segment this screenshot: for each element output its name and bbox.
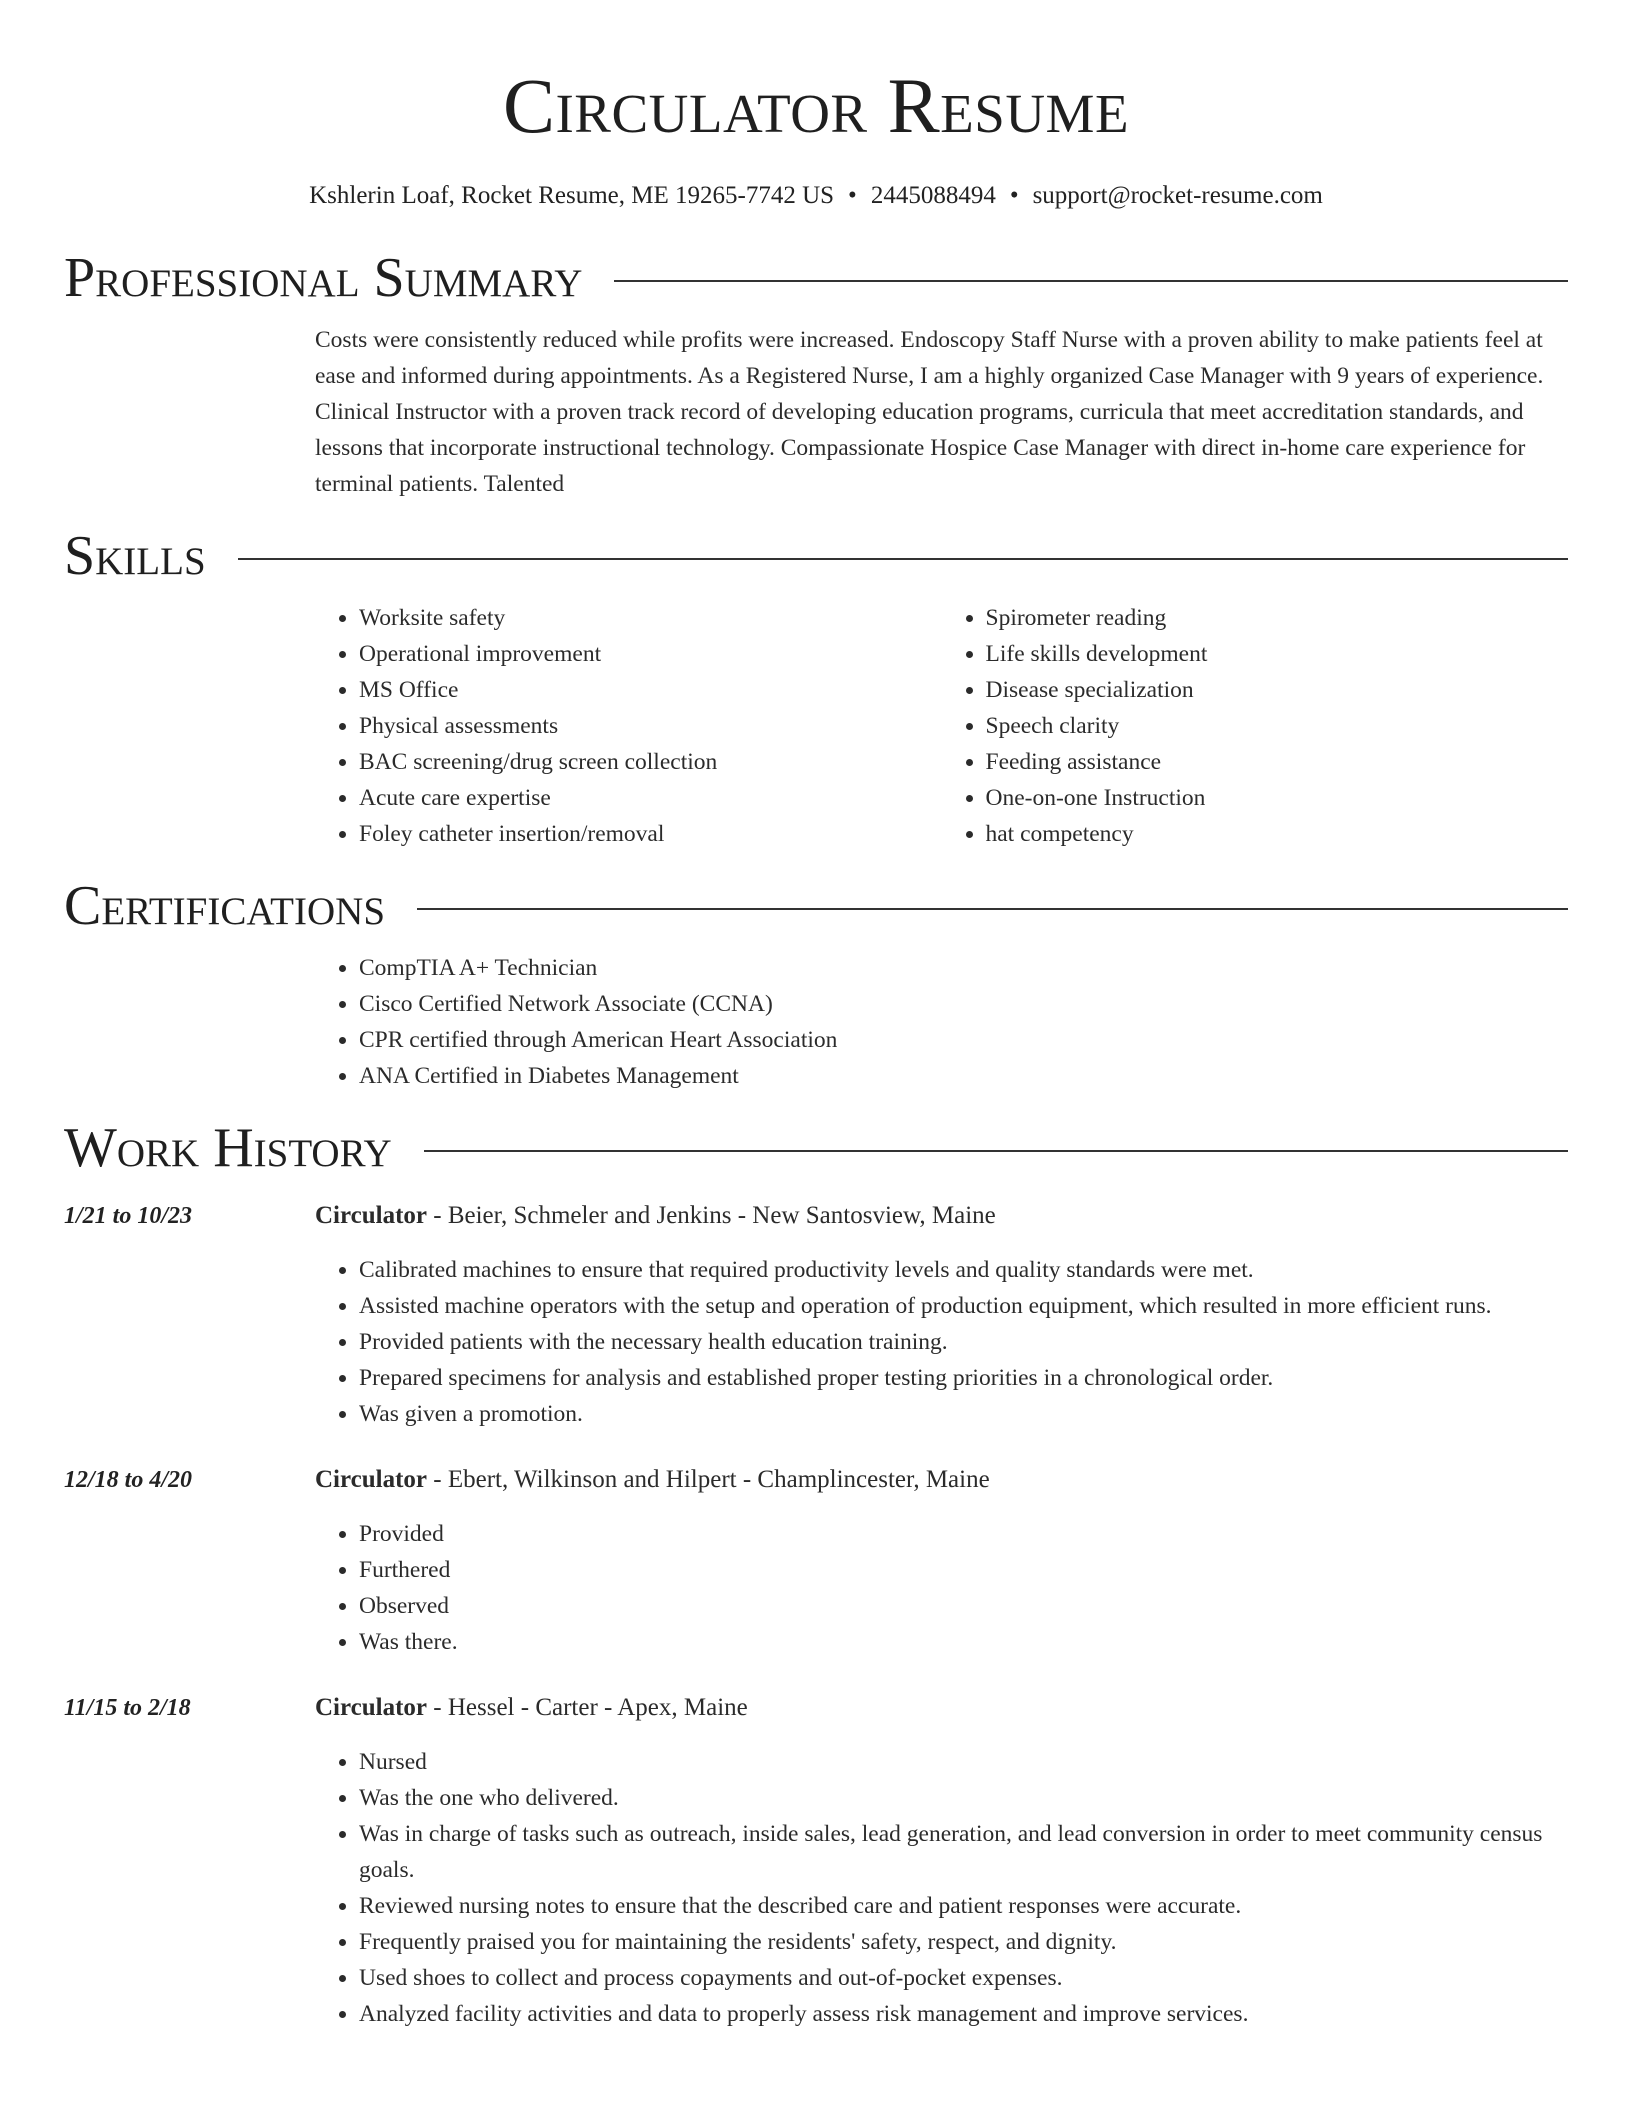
- skill-item: • Physical assessments: [359, 708, 942, 744]
- job-details: [315, 1198, 1568, 1432]
- job-employer: - Hessel - Carter - Apex, Maine: [427, 1694, 748, 1721]
- job-employer: - Beier, Schmeler and Jenkins - New Santosview, Maine: [427, 1202, 996, 1229]
- job-bullet: • Was in charge of tasks such as outreach, inside sales, lead generation, and lead conversion in order to meet community census goals.: [359, 1816, 1568, 1888]
- skill-item: • Spirometer reading: [986, 600, 1569, 636]
- contact-address: Kshlerin Loaf, Rocket Resume, ME 19265-7742 US: [309, 182, 835, 209]
- section-divider: [417, 908, 1568, 910]
- skill-item: • BAC screening/drug screen collection: [359, 744, 942, 780]
- job-bullet: • Assisted machine operators with the setup and operation of production equipment, which resulted in more efficient runs.: [359, 1288, 1568, 1324]
- contact-phone: 2445088494: [870, 182, 996, 209]
- job-bullets: [315, 1516, 1568, 1660]
- contact-separator: •: [848, 182, 857, 209]
- skills-heading: Skills: [64, 525, 206, 587]
- job-bullet: • Reviewed nursing notes to ensure that the described care and patient responses were accurate.: [359, 1888, 1568, 1924]
- job-bullet: • Furthered: [359, 1552, 1568, 1588]
- job-bullet: • Was there.: [359, 1624, 1568, 1660]
- job-bullet: • Analyzed facility activities and data to properly assess risk management and improve services.: [359, 1996, 1568, 2032]
- job-bullet: • Prepared specimens for analysis and established proper testing priorities in a chronological order.: [359, 1360, 1568, 1396]
- skill-item: • Acute care expertise: [359, 780, 942, 816]
- skill-item: • Operational improvement: [359, 636, 942, 672]
- certifications-section-header: [64, 874, 1568, 938]
- skill-item: • Worksite safety: [359, 600, 942, 636]
- skill-item: • One-on-one Instruction: [986, 780, 1569, 816]
- certification-item: • CompTIA A+ Technician: [359, 950, 1568, 986]
- job-bullet: • Provided: [359, 1516, 1568, 1552]
- job-entry: [64, 1690, 1568, 2032]
- job-bullet: • Was the one who delivered.: [359, 1780, 1568, 1816]
- job-dates: 11/15 to 2/18: [64, 1695, 191, 1721]
- job-title-line: [315, 1462, 1568, 1498]
- skill-item: • Foley catheter insertion/removal: [359, 816, 942, 852]
- skill-item: • hat competency: [986, 816, 1569, 852]
- contact-email: support@rocket-resume.com: [1032, 182, 1323, 209]
- job-dates: 1/21 to 10/23: [64, 1203, 193, 1229]
- skill-item: • Disease specialization: [986, 672, 1569, 708]
- job-bullets: [315, 1744, 1568, 2032]
- certifications-list: [315, 950, 1568, 1094]
- job-bullet: • Provided patients with the necessary health education training.: [359, 1324, 1568, 1360]
- skill-item: • Speech clarity: [986, 708, 1569, 744]
- job-bullets: [315, 1252, 1568, 1432]
- job-title: Circulator: [315, 1466, 428, 1493]
- contact-line: [64, 180, 1568, 212]
- job-bullet: • Calibrated machines to ensure that required productivity levels and quality standards were met.: [359, 1252, 1568, 1288]
- job-entry: [64, 1198, 1568, 1432]
- job-dates: 12/18 to 4/20: [64, 1467, 193, 1493]
- skill-item: • Feeding assistance: [986, 744, 1569, 780]
- skills-left-column: [315, 600, 942, 852]
- job-details: [315, 1462, 1568, 1660]
- certification-item: • Cisco Certified Network Associate (CCNA): [359, 986, 1568, 1022]
- skills-right-column: [942, 600, 1569, 852]
- section-divider: [424, 1150, 1568, 1152]
- resume-title: Circulator Resume: [502, 62, 1130, 149]
- skills-section-header: [64, 524, 1568, 588]
- skill-item: • MS Office: [359, 672, 942, 708]
- contact-separator: •: [1009, 182, 1019, 209]
- job-bullet: • Used shoes to collect and process copayments and out-of-pocket expenses.: [359, 1960, 1568, 1996]
- work-history-heading: Work History: [64, 1117, 392, 1179]
- summary-text: Costs were consistently reduced while profits were increased. Endoscopy Staff Nurse with a proven ability to make patients feel at ease and informed during appointments. As a Registered Nurse, I am a highly organized Case Manager with 9 years of experience. Clinical Instructor with a proven track record of developing education programs, curricula that meet accreditation standards, and lessons that incorporate instructional technology. Compassionate Hospice Case Manager with direct in-home care experience for terminal patients. Talented: [315, 327, 1544, 497]
- job-title-line: [315, 1198, 1568, 1234]
- certification-item: • ANA Certified in Diabetes Management: [359, 1058, 1568, 1094]
- section-divider: [238, 558, 1568, 560]
- resume-page: [64, 0, 1568, 2032]
- job-entry: [64, 1462, 1568, 1660]
- job-bullet: • Observed: [359, 1588, 1568, 1624]
- skill-item: • Life skills development: [986, 636, 1569, 672]
- job-bullet: • Nursed: [359, 1744, 1568, 1780]
- certifications-heading: Certifications: [64, 875, 386, 937]
- summary-heading: Professional Summary: [64, 247, 583, 309]
- certification-item: • CPR certified through American Heart Association: [359, 1022, 1568, 1058]
- work-history-section-header: [64, 1116, 1568, 1180]
- job-details: [315, 1690, 1568, 2032]
- summary-section-header: [64, 246, 1568, 310]
- job-bullet: • Was given a promotion.: [359, 1396, 1568, 1432]
- job-bullet: • Frequently praised you for maintaining the residents' safety, respect, and dignity.: [359, 1924, 1568, 1960]
- section-divider: [614, 280, 1568, 282]
- job-title: Circulator: [315, 1694, 428, 1721]
- job-employer: - Ebert, Wilkinson and Hilpert - Champlincester, Maine: [427, 1466, 990, 1493]
- skills-list: [315, 600, 1568, 852]
- job-title: Circulator: [315, 1202, 428, 1229]
- job-title-line: [315, 1690, 1568, 1726]
